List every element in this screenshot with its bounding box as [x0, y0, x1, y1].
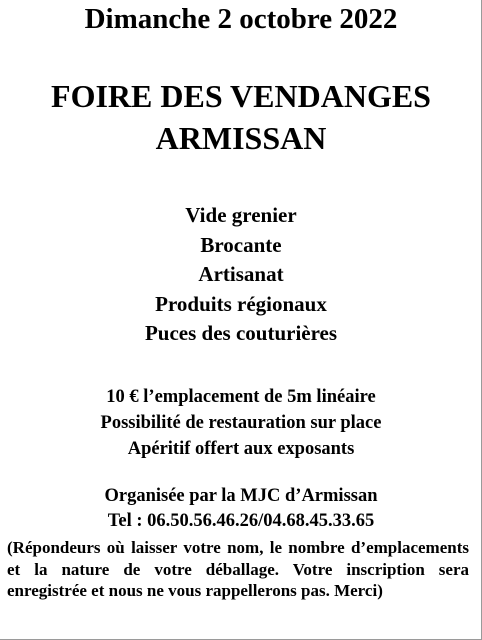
registration-note: (Répondeurs où laisser votre nom, le nombre d’emplacements et la nature de votre déballage. Votre inscription sera enregistrée et nous ne vous rappellerons pas. Merci): [7, 538, 469, 600]
event-title-line1: FOIRE DES VENDANGES: [51, 78, 431, 114]
activity-item: Produits régionaux: [155, 291, 327, 316]
aperitif-line: Apéritif offert aux exposants: [127, 439, 355, 459]
activity-item: Vide grenier: [185, 203, 297, 227]
organizer-line: Organisée par la MJC d’Armissan: [104, 486, 378, 506]
phone-line: Tel : 06.50.56.46.26/04.68.45.33.65: [107, 511, 375, 531]
event-date: Dimanche 2 octobre 2022: [84, 3, 398, 35]
activity-item: Brocante: [200, 232, 282, 257]
info-block: [0, 384, 482, 462]
pricing-line: 10 € l’emplacement de 5m linéaire: [106, 387, 376, 407]
catering-line: Possibilité de restauration sur place: [100, 413, 382, 433]
activity-item: Puces des couturières: [144, 321, 338, 345]
activities-list: [0, 201, 482, 349]
event-title-line2: ARMISSAN: [155, 120, 327, 156]
organizer-block: [0, 484, 482, 534]
activity-item: Artisanat: [198, 262, 284, 286]
